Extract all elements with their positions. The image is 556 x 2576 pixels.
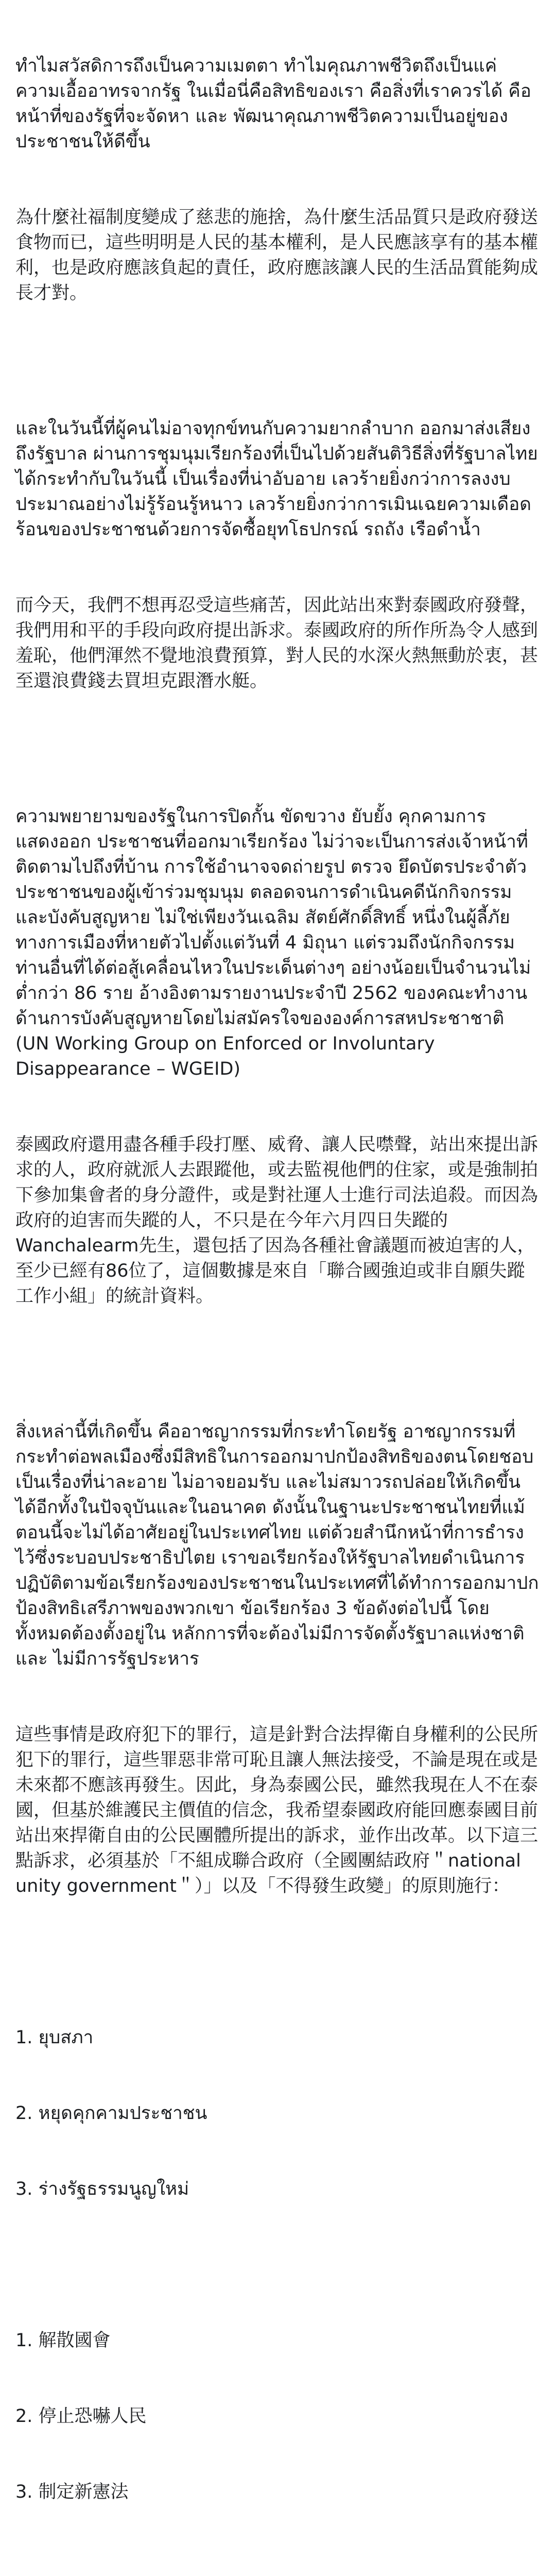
paragraph-gap	[15, 1360, 541, 1369]
paragraph-welfare	[15, 3, 541, 357]
text-line: ทำไมสวัสดิการถึงเป็นความเมตตา ทำไมคุณภาพชีวิตถึงเป็นแค่ความเอื้ออาทรจากรัฐ ในเมื่อนี่คือสิทธิของเรา คือสิ่งที่เราควรได้ คือหน้าที่ของรัฐที่จะจัดหา และ พัฒนาคุณภาพชีวิตความเป็นอยู่ของประชาชนให้ดีขึ้น	[15, 56, 531, 152]
paragraph-demands	[15, 1369, 541, 2555]
paragraph-gap	[15, 357, 541, 366]
paragraph-gap	[15, 744, 541, 754]
paragraph-closing	[15, 2565, 541, 2576]
blank-line	[15, 2252, 541, 2278]
text-line: 而今天，我們不想再忍受這些痛苦，因此站出來對泰國政府發聲，我們用和平的手段向政府提出訴求。泰國政府的所作所為令人感到羞恥，他們渾然不覺地浪費預算，對人民的水深火熱無動於衷，甚至還浪費錢去買坦克跟潛水艇。	[15, 595, 538, 691]
demand-item-chinese-1: 1. 解散國會	[15, 2330, 111, 2351]
demand-item-thai-2: 2. หยุดคุกคามประชาชน	[15, 2103, 207, 2124]
demand-item-chinese-2: 2. 停止恐嚇人民	[15, 2406, 147, 2427]
blank-line	[15, 1950, 541, 1975]
demand-item-thai-3: 3. ร่างรัฐธรรมนูญใหม่	[15, 2179, 189, 2199]
paragraph-gap	[15, 2555, 541, 2565]
text-line: ความพยายามของรัฐในการปิดกั้น ขัดขวาง ยับยั้ง คุกคามการแสดงออก ประชาชนที่ออกมาเรียกร้อง ไม่ว่าจะเป็นการส่งเจ้าหน้าที่ติดตามไปถึงที่บ้าน การใช้อำนาจจดถ่ายรูป ตรวจ ยึดบัตรประจำตัวประชาชนของผู้เข้าร่วมชุมนุม ตลอดจนการดำเนินคดีนักกิจกรรม และบังคับสูญหาย ไม่ใช่เพียงวันเฉลิม สัตย์ศักดิ์สิทธิ์ หนึ่งในผู้ลี้ภัยทางการเมืองที่หายตัวไปตั้งแต่วันที่ 4 มิถุนา แต่รวมถึงนักกิจกรรมท่านอื่นที่ได้ต่อสู้เคลื่อนไหวในประเด็นต่างๆ อย่างน้อยเป็นจำนวนไม่ต่ำกว่า 86 ราย อ้างอิงตามรายงานประจำปี 2562 ของคณะทำงานด้านการบังคับสูญหายโดยไม่สมัครใจขององค์การสหประชาชาติ (UN Working Group on Enforced or Involuntary Disappearance – WGEID)	[15, 806, 531, 1079]
paragraph-today	[15, 366, 541, 744]
demand-item-thai-1: 1. ยุบสภา	[15, 2027, 94, 2048]
text-line: สิ่งเหล่านี้ที่เกิดขึ้น คืออาชญากรรมที่กระทำโดยรัฐ อาชญากรรมที่กระทำต่อพลเมืองซึ่งมีสิทธิในการออกมาปกป้องสิทธิของตนโดยชอบ เป็นเรื่องที่น่าละอาย ไม่อาจยอมรับ และไม่สมาวรถปล่อยให้เกิดขึ้นได้อีกทั้งในปัจจุบันและในอนาคต ดังนั้นในฐานะประชาชนไทยที่แม้ตอนนี้จะไม่ได้อาศัยอยู่ในประเทศไทย แต่ด้วยสำนึกหน้าที่การธำรงไว้ซึ่งระบอบประชาธิปไตย เราขอเรียกร้องให้รัฐบาลไทยดำเนินการปฏิบัติตามข้อเรียกร้องของประชาชนในประเทศที่ได้ทำการออกมาปกป้องสิทธิเสรีภาพของพวกเขา ข้อเรียกร้อง 3 ข้อดังต่อไปนี้ โดยทั้งหมดต้องตั้งอยู่ใน หลักการที่จะต้องไม่มีการจัดตั้งรัฐบาลแห่งชาติ และ ไม่มีการรัฐประหาร	[15, 1421, 540, 1669]
text-line: 泰國政府還用盡各種手段打壓、威脅、讓人民噤聲，站出來提出訴求的人，政府就派人去跟蹤他，或去監視他們的住家，或是強制拍下參加集會者的身分證件，或是對社運人士進行司法追殺。而因為政府的迫害而失蹤的人，不只是在今年六月四日失蹤的Wanchalearm先生，還包括了因為各種社會議題而被迫害的人，至少已經有86位了，這個數據是來自「聯合國強迫或非自願失蹤工作小組」的統計資料。	[15, 1134, 538, 1307]
text-line: 為什麼社福制度變成了慈悲的施捨，為什麼生活品質只是政府發送食物而已，這些明明是人民的基本權利，是人民應該享有的基本權利，也是政府應該負起的責任，政府應該讓人民的生活品質能夠成長才對。	[15, 207, 538, 303]
paragraph-repression	[15, 754, 541, 1360]
text-line: และในวันนี้ที่ผู้คนไม่อาจทุกข์ทนกับความยากลำบาก ออกมาส่งเสียงถึงรัฐบาล ผ่านการชุมนุมเรียกร้องที่เป็นไปด้วยสันติวิธีสิ่งที่รัฐบาลไทยได้กระทำกับในวันนี้ เป็นเรื่องที่น่าอับอาย เลวร้ายยิ่งกว่าการลงงบประมาณอย่างไม่รู้ร้อนรู้หนาว เลวร้ายยิ่งกว่าการเมินเฉยความเดือดร้อนของประชาชนด้วยการจัดซื้อยุทโธปกรณ์ รถถัง เรือดำน้ำ	[15, 418, 538, 540]
text-line: 這些事情是政府犯下的罪行，這是針對合法捍衛自身權利的公民所犯下的罪行，這些罪惡非常可恥且讓人無法接受，不論是現在或是未來都不應該再發生。因此，身為泰國公民，雖然我現在人不在泰國，但基於維護民主價值的信念，我希望泰國政府能回應泰國目前站出來捍衛自由的公民團體所提出的訴求，並作出改革。以下這三點訴求，必須基於「不組成聯合政府（全國團結政府＂national unity government＂）」以及「不得發生政變」的原則施行：	[15, 1724, 538, 1896]
demand-item-chinese-3: 3. 制定新憲法	[15, 2482, 129, 2502]
